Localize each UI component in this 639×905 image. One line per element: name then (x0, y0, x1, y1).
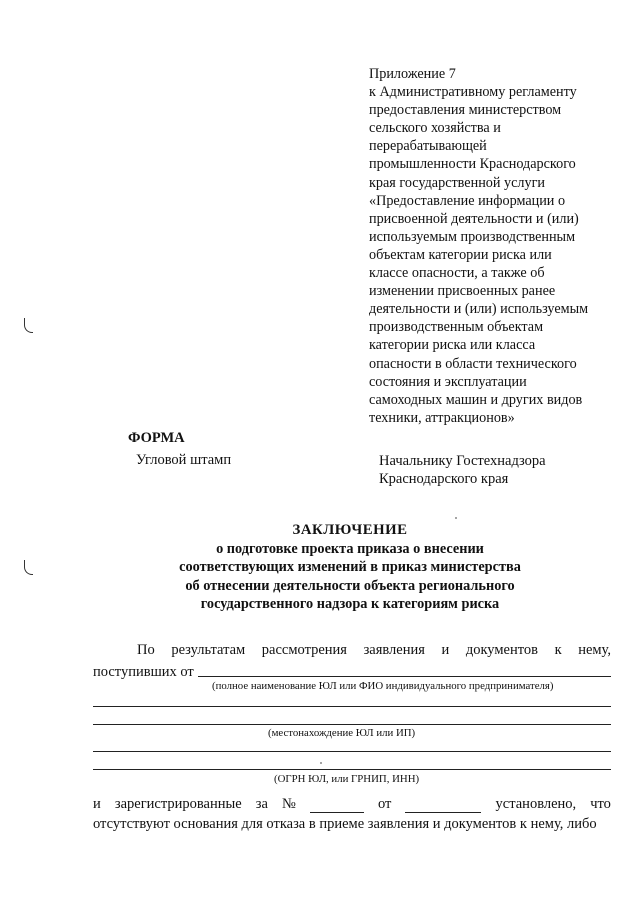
blank-line[interactable] (93, 706, 611, 707)
appendix-line: Приложение 7 (369, 66, 456, 82)
from-label: поступивших от (93, 664, 194, 680)
word: что (590, 796, 611, 812)
appendix-line: техники, аттракционов» (369, 409, 515, 426)
word: и (441, 642, 450, 658)
appendix-line: края государственной услуги (369, 174, 545, 191)
word: зарегистрированные (114, 796, 242, 812)
word: от (377, 796, 392, 812)
paragraph-intro (93, 642, 611, 659)
word: рассмотрения (261, 642, 347, 658)
appendix-line: предоставления министерством (369, 102, 562, 119)
appendix-line: присвоенной деятельности и (или) (369, 210, 579, 227)
registration-ids-field[interactable] (93, 769, 611, 770)
appendix-line: к Административному регламенту (369, 84, 577, 101)
appendix-line: «Предоставление информации о (369, 192, 566, 209)
appendix-line: категории риска или класса (369, 337, 536, 354)
appendix-line: промышленности Краснодарского (369, 156, 576, 173)
appendix-line: изменении присвоенных ранее (369, 283, 556, 300)
applicant-line (93, 661, 611, 681)
caption-location: (местонахождение ЮЛ или ИП) (268, 727, 416, 739)
form-label: ФОРМА (128, 430, 185, 446)
location-field[interactable] (93, 724, 611, 725)
paragraph-registration (93, 796, 611, 813)
blank-line[interactable] (93, 751, 611, 752)
word: к (554, 642, 562, 658)
corner-stamp-label: Угловой штамп (136, 452, 232, 468)
appendix-line: производственным объектам (369, 319, 544, 336)
paragraph-grounds: отсутствуют основания для отказа в приеме заявления и документов к нему, либо (93, 816, 597, 832)
caption-applicant-name: (полное наименование ЮЛ или ФИО индивидуального предпринимателя) (212, 680, 554, 692)
appendix-line: опасности в области технического (369, 355, 577, 372)
document-title (60, 521, 639, 614)
addressee-line-2: Краснодарского края (379, 471, 509, 487)
appendix-line: классе опасности, а также об (369, 265, 545, 282)
appendix-line: сельского хозяйства и (369, 120, 501, 137)
caption-registration-ids: (ОГРН ЮЛ, или ГРНИП, ИНН) (274, 773, 420, 785)
word: По (137, 642, 155, 658)
word: и (93, 796, 101, 812)
addressee-line-1: Начальнику Гостехнадзора (379, 453, 546, 469)
scan-speck (455, 517, 457, 519)
title-line: соответствующих изменений в приказ министерства (179, 559, 521, 575)
addressee-block (379, 452, 546, 488)
applicant-name-field[interactable] (198, 676, 611, 677)
title-line: о подготовке проекта приказа о внесении (216, 540, 484, 557)
margin-mark (24, 318, 33, 333)
appendix-line: состояния и эксплуатации (369, 373, 527, 390)
scan-speck (320, 762, 322, 764)
title-main: ЗАКЛЮЧЕНИЕ (292, 522, 408, 538)
registration-number-field[interactable] (310, 800, 364, 813)
word: результатам (171, 642, 246, 658)
appendix-line: используемым производственным (369, 228, 576, 245)
word: № (281, 796, 296, 812)
appendix-line: деятельности и (или) используемым (369, 301, 589, 318)
appendix-line: перерабатывающей (369, 138, 487, 155)
word: нему, (578, 642, 611, 658)
registration-date-field[interactable] (405, 800, 481, 813)
appendix-line: объектам категории риска или (369, 246, 552, 263)
word: за (255, 796, 268, 812)
title-line: государственного надзора к категориям риска (200, 596, 500, 612)
margin-mark (24, 560, 33, 575)
appendix-line: самоходных машин и других видов (369, 391, 583, 408)
word: установлено, (495, 796, 577, 812)
word: документов (465, 642, 538, 658)
appendix-block (369, 65, 619, 427)
word: заявления (363, 642, 425, 658)
title-line: об отнесении деятельности объекта регионального (185, 577, 515, 594)
